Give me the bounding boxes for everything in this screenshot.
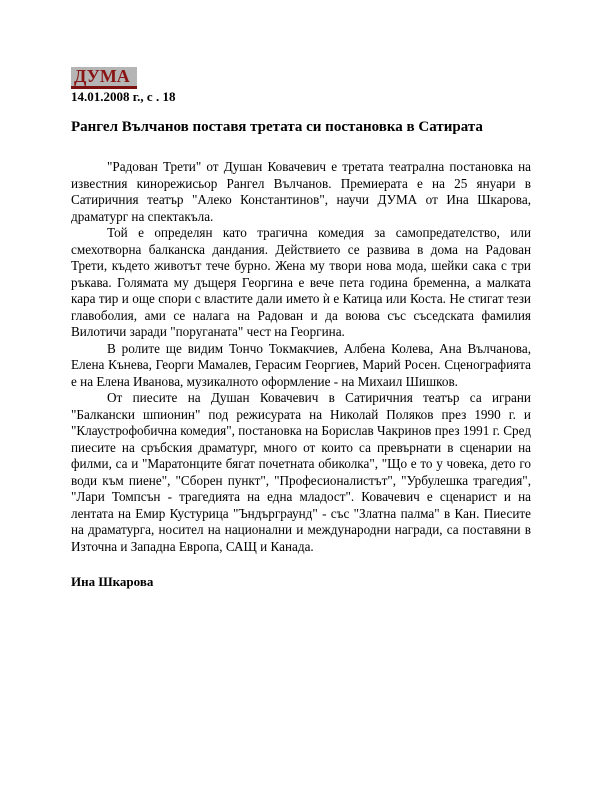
duma-logo <box>71 67 137 89</box>
article-body <box>71 159 531 555</box>
dateline: 14.01.2008 г., с . 18 <box>71 89 176 104</box>
article-paragraph: От пиесите на Душан Ковачевич в Сатиричния театър са играни "Балкански шпионин" под режисурата на Николай Поляков през 1990 г. и "Клаустрофобична комедия", постановка на Борислав Чакринов през 1991 г. Сред пиесите на сръбския драматург, много от които са превърнати в сценарии на филми, са и "Маратонците бягат почетната обиколка", "Що е то у човека, дето го води към пиене", "Сборен пункт", "Професионалистът", "Урбулешка трагедия", "Лари Томпсън - трагедията на една младост". Ковачевич е сценарист и на лентата на Емир Кустурица "Ъндърграунд" - със "Златна палма" в Кан. Пиесите на драматурга, носител на национални и международни награди, са поставяни в Източна и Западна Европа, САЩ и Канада. <box>71 390 531 554</box>
article-title: Рангел Вълчанов поставя третата си постановка в Сатирата <box>71 119 483 135</box>
logo-text: ДУМА <box>74 67 130 86</box>
article-paragraph: В ролите ще видим Тончо Токмакчиев, Албена Колева, Ана Вълчанова, Елена Кънева, Георги Мамалев, Герасим Георгиев, Марий Росен. Сценографията е на Елена Иванова, музикалното оформление - на Михаил Шишков. <box>71 340 531 389</box>
article-author: Ина Шкарова <box>71 574 154 589</box>
article-paragraph: "Радован Трети" от Душан Ковачевич е третата театрална постановка на известния кинорежисьор Рангел Вълчанов. Премиерата е на 25 януари в Сатиричния театър "Алеко Константинов", научи ДУМА от Ина Шкарова, драматург на спектакъла. <box>71 159 531 224</box>
article-paragraph: Той е определян като трагична комедия за самопредателство, или смехотворна балканска дандания. Действието се развива в дома на Радован Трети, където животът тече бурно. Жена му твори нова мода, шейки сака с три ръкава. Голямата му дъщеря Георгина е вече пета година бременна, а малката кара тир и още спори с властите дали името ѝ е Катица или Коста. Не стигат тези главоболия, ами се налага на Радован и да воюва със съседската фамилия Вилотичи заради "поруганата" чест на Георгина. <box>71 225 531 339</box>
